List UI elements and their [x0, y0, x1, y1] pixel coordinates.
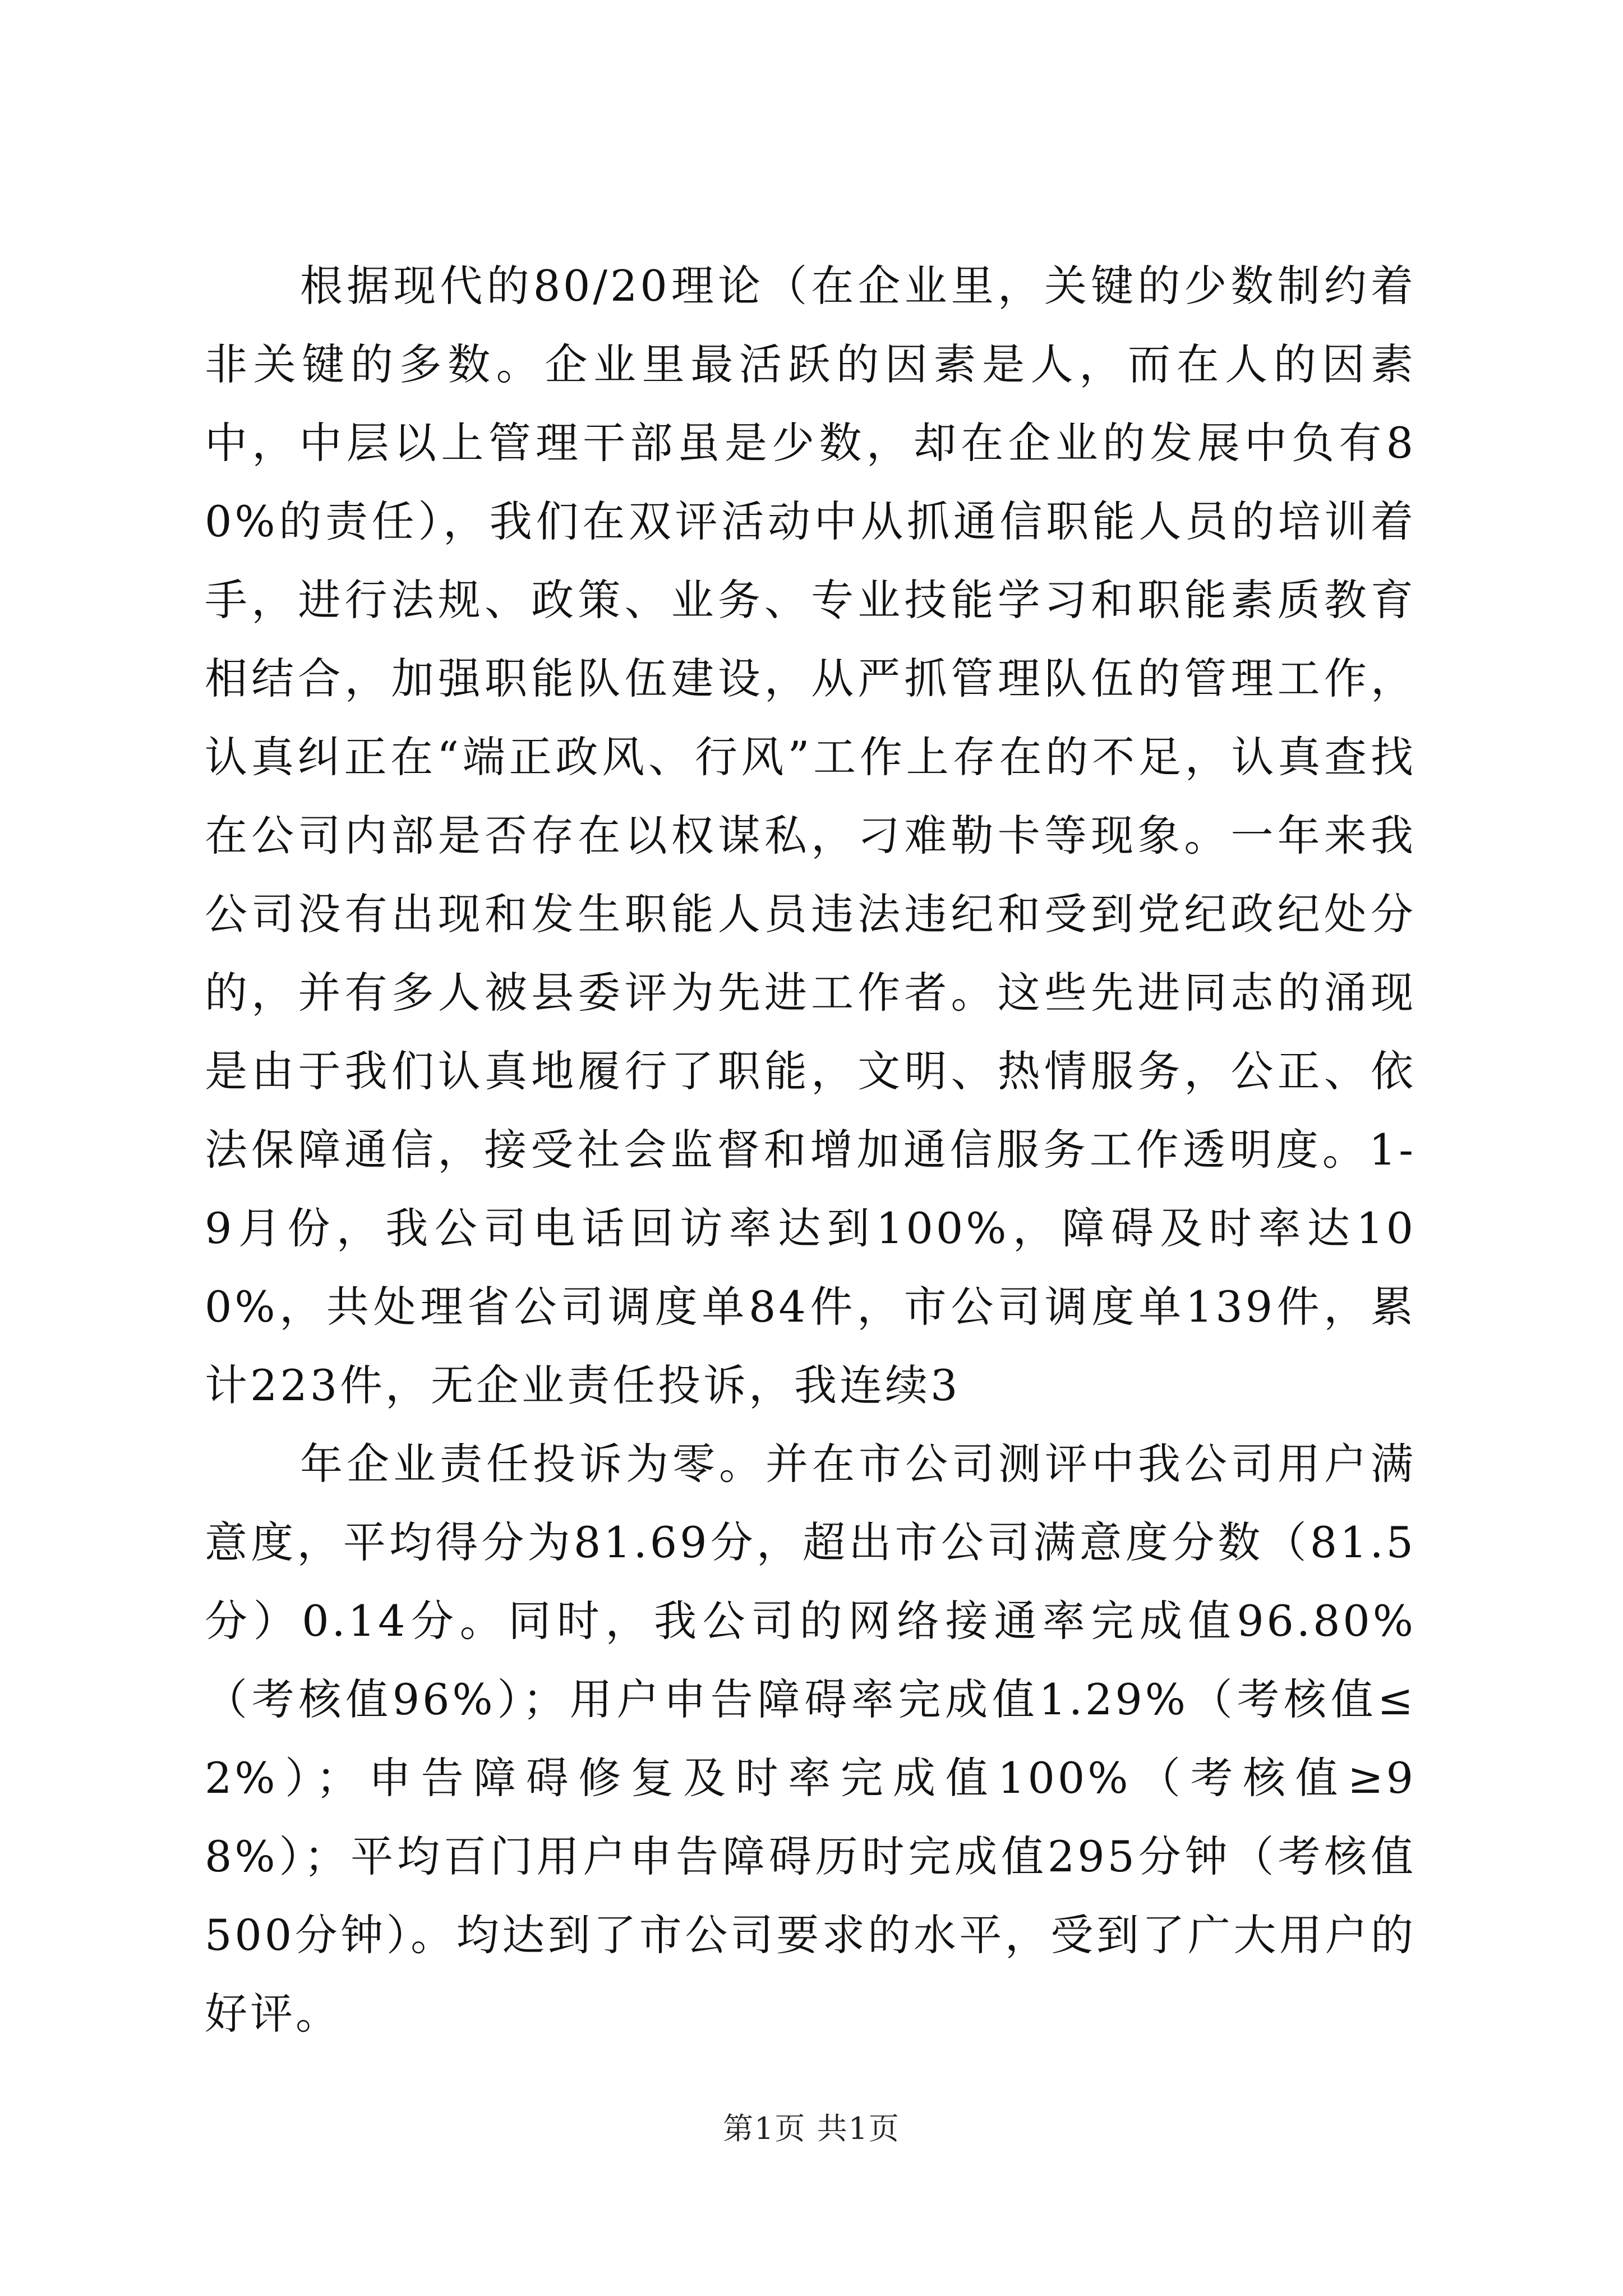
page-footer: 第1页 共1页	[723, 2111, 900, 2146]
paragraph-1: 根据现代的80/20理论（在企业里，关键的少数制约着非关键的多数。企业里最活跃的因素是人，而在人的因素中，中层以上管理干部虽是少数，却在企业的发展中负有80%的责任），我们在双评活动中从抓通信职能人员的培训着手，进行法规、政策、业务、专业技能学习和职能素质教育相结合，加强职能队伍建设，从严抓管理队伍的管理工作，认真纠正在“端正政风、行风”工作上存在的不足，认真查找在公司内部是否存在以权谋私，刁难勒卡等现象。一年来我公司没有出现和发生职能人员违法违纪和受到党纪政纪处分的，并有多人被县委评为先进工作者。这些先进同志的涌现是由于我们认真地履行了职能，文明、热情服务，公正、依法保障通信，接受社会监督和增加通信服务工作透明度。1-9月份，我公司电话回访率达到100%，障碍及时率达100%，共处理省公司调度单84件，市公司调度单139件，累计223件，无企业责任投诉，我连续3	[205, 261, 1416, 1410]
document-body	[205, 247, 1416, 2053]
paragraph-2: 年企业责任投诉为零。并在市公司测评中我公司用户满意度，平均得分为81.69分，超出市公司满意度分数（81.5分）0.14分。同时，我公司的网络接通率完成值96.80%（考核值96%）；用户申告障碍率完成值1.29%（考核值≤2%）；申告障碍修复及时率完成值100%（考核值≥98%）；平均百门用户申告障碍历时完成值295分钟（考核值500分钟）。均达到了市公司要求的水平，受到了广大用户的好评。	[205, 1439, 1416, 2039]
